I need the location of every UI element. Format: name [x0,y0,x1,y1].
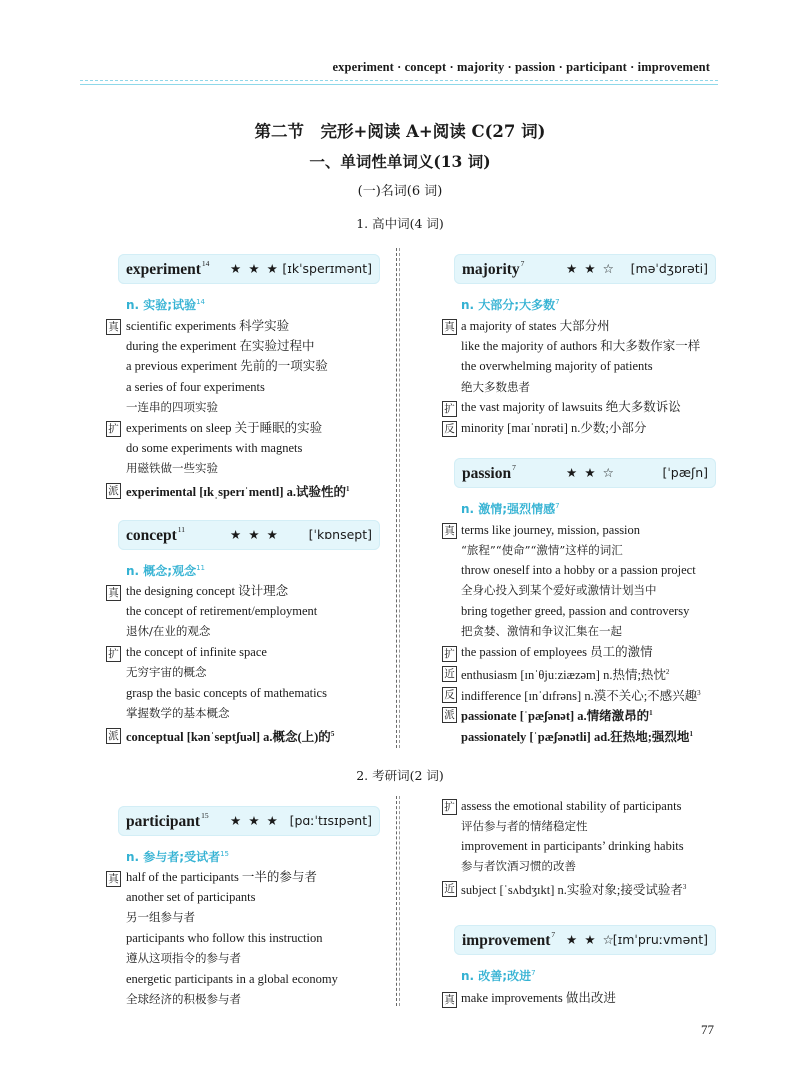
translation-line: 全球经济的积极参与者 [126,992,241,1006]
entry-card-experiment [118,254,380,284]
example-line: the concept of infinite space [126,645,267,659]
headword: passion$^7$ [462,463,516,482]
derived-word: conceptual [kənˈseptʃuəl] a.概念(上)的$^5$ [126,730,335,745]
meaning: n. 实验;试验$^{14}$ [126,298,206,312]
tag-synonym: 近 [442,666,457,682]
phonetic: [pɑːˈtɪsɪpənt] [289,813,372,828]
phonetic: [ˈpæʃn] [662,465,708,480]
meaning: n. 概念;观念$^{11}$ [126,564,206,578]
translation-line: 参与者饮酒习惯的改善 [461,859,576,873]
meaning: n. 改善;改进$^7$ [461,969,536,983]
entry-card-passion [454,458,716,488]
tag-example: 真 [442,523,457,539]
star-rating: ★ ★ ★ [230,262,280,276]
tag-extend: 扩 [106,421,121,437]
column-divider [396,248,405,748]
meaning: n. 激情;强烈情感$^7$ [461,502,560,516]
derived-word: passionately [ˈpæʃənətli] ad.狂热地;强烈地$^1$ [461,730,693,745]
example-line: participants who follow this instruction [126,931,323,945]
example-line: assess the emotional stability of participants [461,799,682,813]
header-rule [80,80,718,81]
example-line: another set of participants [126,890,256,904]
translation-line: 评估参与者的情绪稳定性 [461,819,588,833]
entry-card-improvement [454,925,716,955]
example-line: half of the participants 一半的参与者 [126,870,317,884]
header-rule [80,84,718,85]
example-line: do some experiments with magnets [126,441,303,455]
translation-line: 退休/在业的观念 [126,624,211,638]
example-line: bring together greed, passion and controversy [461,604,690,618]
page-number: 77 [701,1022,714,1037]
tag-example: 真 [106,319,121,335]
entry-card-concept [118,520,380,550]
example-line: terms like journey, mission, passion [461,523,641,537]
example-line: the overwhelming majority of patients [461,359,653,373]
entry-card-participant [118,806,380,836]
phonetic: [ɪmˈpruːvmənt] [612,932,708,947]
example-line: the designing concept 设计理念 [126,584,289,598]
translation-line: 把贪婪、激情和争议汇集在一起 [461,624,622,638]
tag-derive: 派 [442,707,457,723]
headword: concept$^{11}$ [126,525,186,544]
star-rating: ★ ★ ★ [230,814,280,828]
tag-example: 真 [442,992,457,1008]
meaning: n. 参与者;受试者$^{15}$ [126,850,230,864]
meaning: n. 大部分;大多数$^7$ [461,298,560,312]
headword: experiment$^{14}$ [126,259,210,278]
tag-example: 真 [106,871,121,887]
tag-example: 真 [106,585,121,601]
subsection-title: 一、单词性单词义(13 词) [309,152,491,171]
star-rating: ★ ★ ☆ [566,466,616,480]
tag-antonym: 反 [442,687,457,703]
translation-line: 全身心投入到某个爱好或激情计划当中 [461,583,657,597]
synonym-line: subject [ˈsʌbdʒɪkt] n.实验对象;接受试验者$^3$ [461,883,687,898]
example-line: the vast majority of lawsuits 绝大多数诉讼 [461,400,681,414]
example-line: a majority of states 大部分州 [461,319,610,333]
tag-extend: 扩 [442,401,457,417]
tag-synonym: 近 [442,881,457,897]
translation-line: 用磁铁做一些实验 [126,461,218,475]
star-rating: ★ ★ ☆ [566,262,616,276]
tag-example: 真 [442,319,457,335]
entry-card-majority [454,254,716,284]
tag-extend: 扩 [106,646,121,662]
section-title: 第二节 完形+阅读 A+阅读 C(27 词) [254,122,546,141]
translation-line: 一连串的四项实验 [126,400,218,414]
phonetic: [ɪkˈsperɪmənt] [282,261,372,276]
translation-line: 无穷宇宙的概念 [126,665,207,679]
antonym-line: indifference [ɪnˈdɪfrəns] n.漠不关心;不感兴趣$^3$ [461,689,701,704]
headword: improvement$^7$ [462,930,556,949]
subsubsection-title: (一)名词(6 词) [357,184,443,199]
translation-line: 遵从这项指令的参与者 [126,951,241,965]
phonetic: [məˈdʒɒrəti] [630,261,708,276]
translation-line: 掌握数学的基本概念 [126,706,230,720]
example-line: experiments on sleep 关于睡眠的实验 [126,421,323,435]
tag-derive: 派 [106,483,121,499]
example-line: a series of four experiments [126,380,265,394]
star-rating: ★ ★ ☆ [566,933,616,947]
star-rating: ★ ★ ★ [230,528,280,542]
tag-extend: 扩 [442,799,457,815]
level-heading: 1. 高中词(4 词) [356,216,444,231]
phonetic: [ˈkɒnsept] [308,527,372,542]
example-line: during the experiment 在实验过程中 [126,339,315,353]
translation-line: 另一组参与者 [126,910,195,924]
level-heading: 2. 考研词(2 词) [356,768,444,783]
derived-word: experimental [ɪkˌsperɪˈmentl] a.试验性的$^1$ [126,485,350,500]
headword: participant$^{15}$ [126,811,209,830]
synonym-line: enthusiasm [ɪnˈθjuːziæzəm] n.热情;热忱$^2$ [461,668,670,683]
column-divider [396,796,405,1006]
example-line: improvement in participants’ drinking habits [461,839,684,853]
example-line: throw oneself into a hobby or a passion project [461,563,696,577]
example-line: a previous experiment 先前的一项实验 [126,359,328,373]
derived-word: passionate [ˈpæʃənət] a.情绪激昂的$^1$ [461,709,653,724]
headword: majority$^7$ [462,259,525,278]
example-line: scientific experiments 科学实验 [126,319,290,333]
tag-antonym: 反 [442,421,457,437]
example-line: make improvements 做出改进 [461,991,616,1005]
tag-extend: 扩 [442,646,457,662]
example-line: the concept of retirement/employment [126,604,318,618]
example-line: the passion of employees 员工的激情 [461,645,653,659]
tag-derive: 派 [106,728,121,744]
antonym-line: minority [maɪˈnɒrəti] n.少数;小部分 [461,421,647,435]
example-line: grasp the basic concepts of mathematics [126,686,327,700]
example-line: energetic participants in a global economy [126,972,338,986]
example-line: like the majority of authors 和大多数作家一样 [461,339,701,353]
translation-line: 绝大多数患者 [461,380,530,394]
running-head: experiment · concept · majority · passion · participant · improvement [332,60,710,74]
translation-line: “旅程”“使命”“激情”这样的词汇 [461,543,623,557]
